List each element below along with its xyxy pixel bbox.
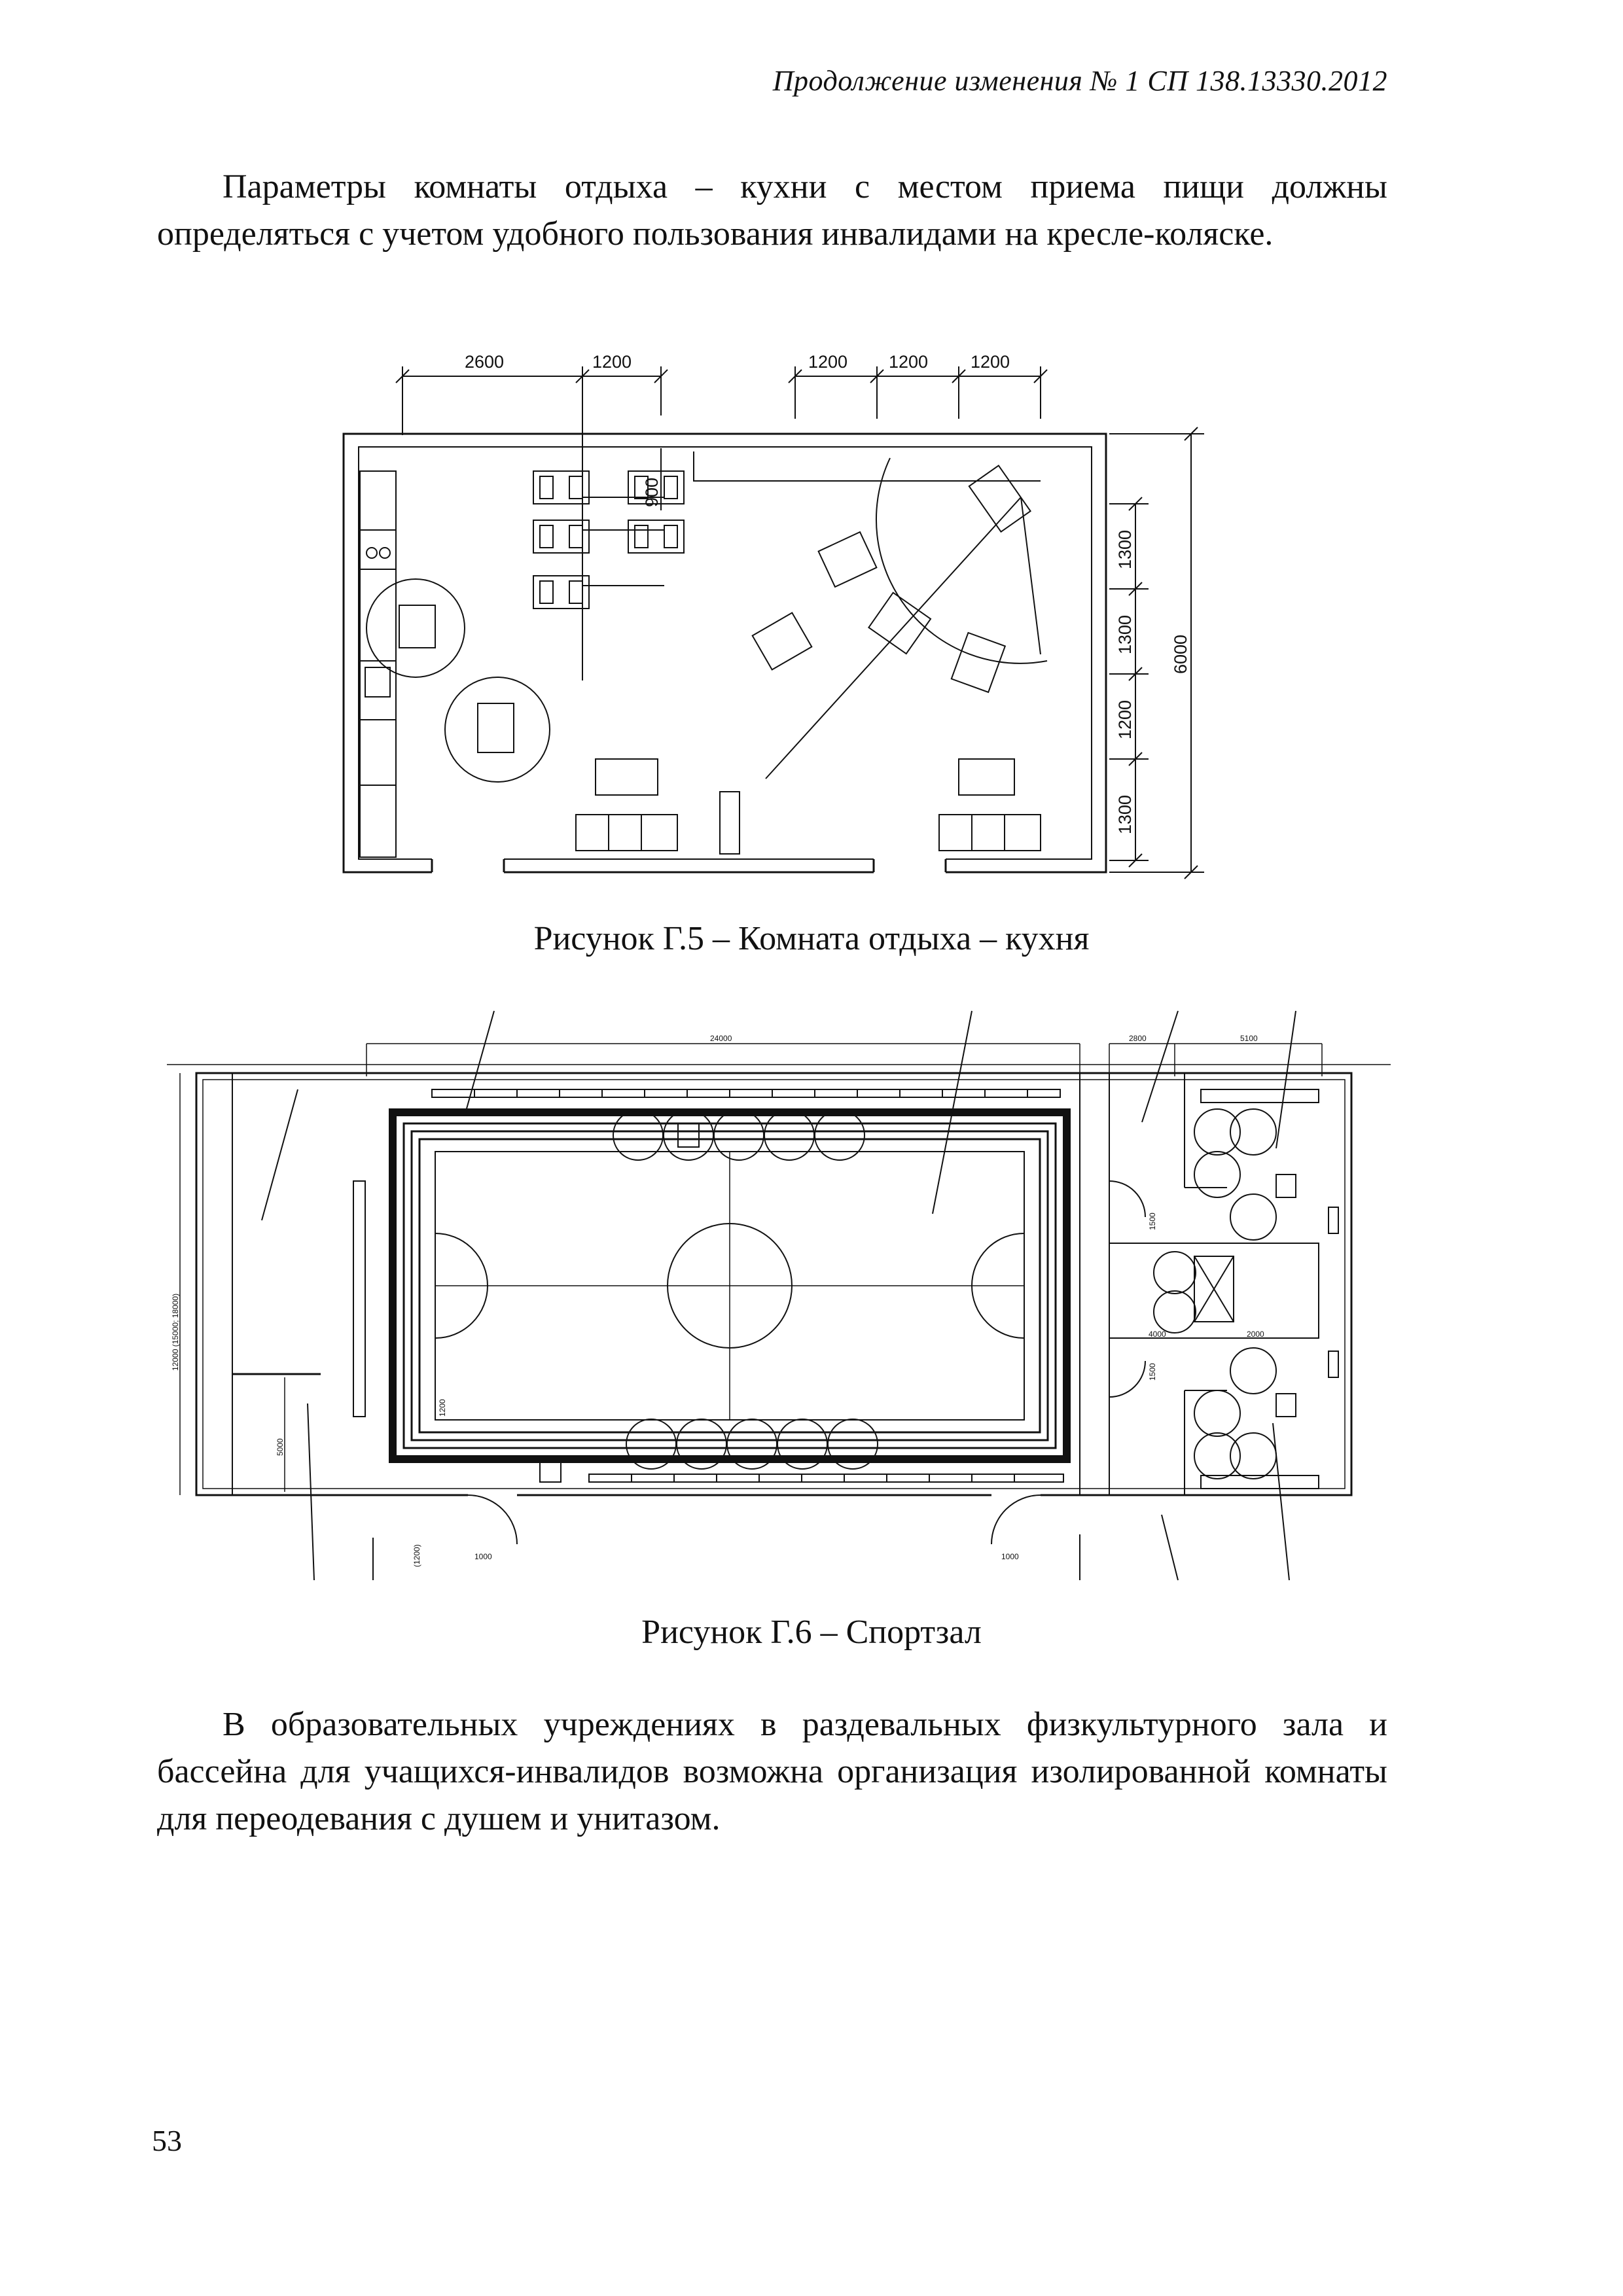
dim-5000: 5000 [276, 1438, 285, 1456]
top-dimensions [396, 366, 1047, 680]
paragraph-changing-room: В образовательных учреждениях в раздевальных физкультурного зала и бассейна для учащихся-инвалидов возможна организация изолированной комнаты для переодевания с душем и унитазом. [157, 1706, 1387, 1837]
turning-circle-1 [366, 579, 465, 677]
figure-rest-room-kitchen-plan [314, 340, 1276, 890]
dim-12000: 12000 (15000; 18000) [171, 1293, 180, 1371]
dim-1200-b: 1200 [808, 352, 848, 372]
turning-circle-2 [445, 677, 550, 782]
wheelchair-circles-bottom [540, 1419, 878, 1482]
dim-shower-4000: 4000 [1149, 1330, 1166, 1339]
running-header: Продолжение изменения № 1 СП 138.13330.2012 [772, 65, 1387, 97]
dim-right-1300-b: 1300 [1115, 614, 1135, 654]
wheelchair-icon [478, 703, 514, 752]
dim-5100: 5100 [1240, 1034, 1258, 1043]
figure-2-caption: Рисунок Г.6 – Спортзал [641, 1614, 982, 1651]
wheelchair-icon [753, 613, 812, 670]
dim-right-1200: 1200 [1115, 699, 1135, 739]
table-lower-left [596, 759, 658, 795]
dim-right-6000: 6000 [1171, 634, 1190, 674]
table-lower-right [959, 759, 1014, 795]
wheelchair-icon [399, 605, 435, 648]
appliance-icon [969, 466, 1031, 532]
window-bench-row-top [432, 1089, 1060, 1097]
kitchen-counter [360, 471, 396, 857]
wheelchair-icon [868, 593, 931, 654]
sofa-right [939, 815, 1041, 851]
dim-2600: 2600 [465, 352, 505, 372]
dim-door-1000-b: 1000 [1001, 1552, 1019, 1561]
window-bench-row-bottom [589, 1474, 1063, 1482]
bench [353, 1181, 365, 1417]
wheelchair-circles-top [613, 1110, 865, 1160]
wheelchair-icon [819, 532, 877, 587]
changing-room-circles [1154, 1109, 1296, 1479]
dim-corridor-1500-b: 1500 [1148, 1363, 1157, 1381]
dim-bottom-1200: (1200) [412, 1544, 421, 1567]
dim-1200-d: 1200 [971, 352, 1010, 372]
dim-court-1200: 1200 [438, 1399, 447, 1417]
dim-door-1000-a: 1000 [474, 1552, 492, 1561]
room-inner-wall [359, 447, 1092, 859]
dim-right-1300-c: 1300 [1115, 794, 1135, 834]
dim-900: 900 [642, 477, 662, 507]
paragraph-kitchen-requirements: Параметры комнаты отдыха – кухни с местом приема пищи должны определяться с учетом удобного пользования инвалидами на кресле-коляске. [157, 168, 1387, 253]
cabinet [720, 792, 740, 854]
top-dimensions [167, 1044, 1391, 1076]
dim-2800: 2800 [1129, 1034, 1147, 1043]
figure-sports-hall-plan [167, 1004, 1397, 1593]
wheelchair-icon [952, 633, 1005, 692]
dim-24000: 24000 [710, 1034, 732, 1043]
figure-1-caption: Рисунок Г.5 – Комната отдыха – кухня [533, 920, 1090, 957]
dim-corridor-1500-a: 1500 [1148, 1212, 1157, 1230]
sofa-left [576, 815, 677, 851]
turning-arc [876, 458, 1047, 663]
dim-1200-a: 1200 [592, 352, 632, 372]
changing-rooms-block [1080, 1073, 1338, 1495]
page-number: 53 [152, 2124, 182, 2157]
dim-1200-c: 1200 [889, 352, 929, 372]
dim-shower-2000: 2000 [1247, 1330, 1264, 1339]
dim-right-1300-a: 1300 [1115, 529, 1135, 569]
